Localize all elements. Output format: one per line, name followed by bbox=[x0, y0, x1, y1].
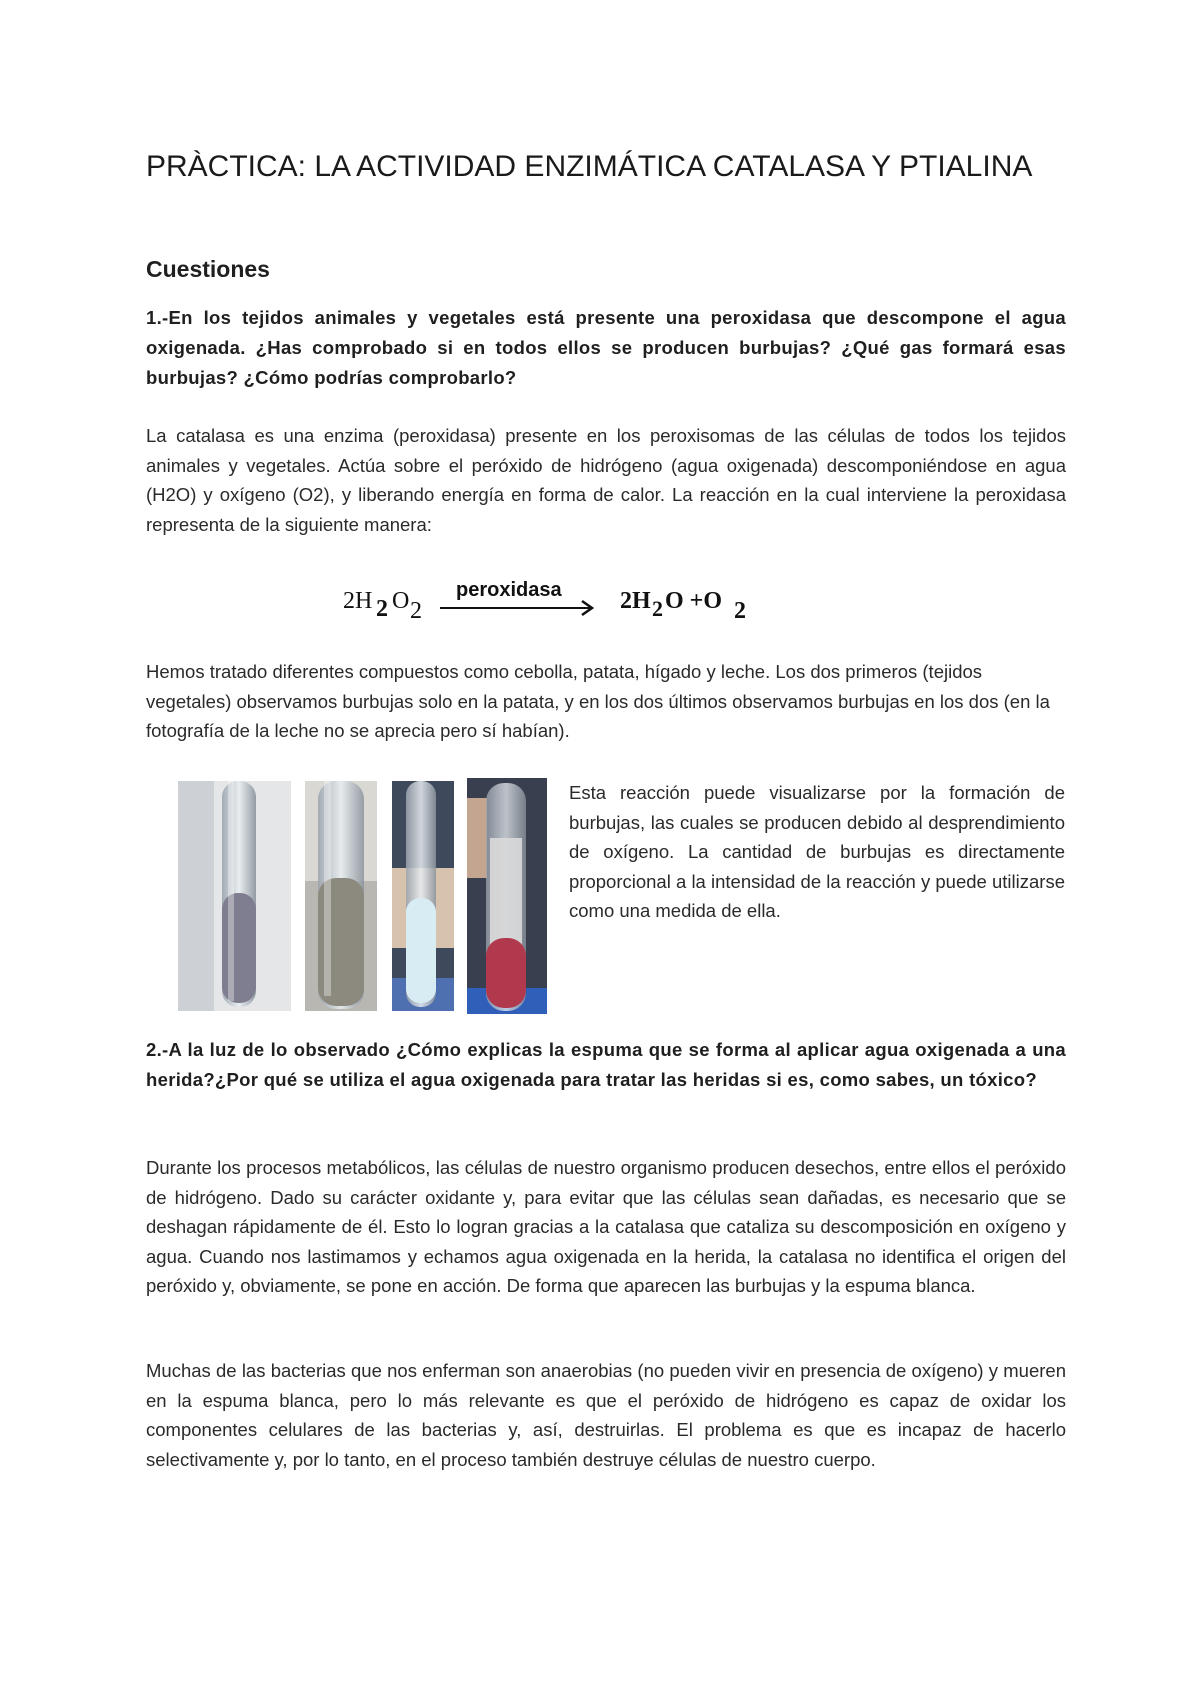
equation-product-coef: 2H bbox=[620, 588, 651, 614]
equation-reactant-sub2: 2 bbox=[410, 598, 422, 624]
question-1: 1.-En los tejidos animales y vegetales está presente una peroxidasa que descompone el agua oxigenada. ¿Has comprobado si en todos ellos se producen burbujas? ¿Qué gas formará esas burbujas? ¿Cómo podrías comprobarlo? bbox=[146, 307, 1066, 388]
answer-1-observations: Hemos tratado diferentes compuestos como cebolla, patata, hígado y leche. Los dos primeros (tejidos vegetales) observamos burbujas solo en la patata, y en los dos últimos observamos burbujas en los dos (en la fotografía de la leche no se aprecia pero sí habían). bbox=[146, 661, 1050, 741]
answer-1-paragraph: La catalasa es una enzima (peroxidasa) presente en los peroxisomas de las células de todos los tejidos animales y vegetales. Actúa sobre el peróxido de hidrógeno (agua oxigenada) descomponiéndose en agua (H2O) y oxígeno (O2), y liberando energía en forma de calor. La reacción en la cual interviene la peroxidasa representa de la siguiente manera: bbox=[146, 425, 1066, 535]
photo-milk-tube bbox=[392, 781, 454, 1011]
photo-onion-tube bbox=[178, 781, 291, 1011]
section-heading-cuestiones: Cuestiones bbox=[146, 256, 270, 282]
reaction-equation bbox=[340, 570, 760, 630]
document-title: PRÀCTICA: LA ACTIVIDAD ENZIMÁTICA CATALASA Y PTIALINA bbox=[146, 150, 1033, 183]
equation-reactant-o: O bbox=[392, 588, 410, 614]
equation-product-sub1: 2 bbox=[652, 596, 663, 621]
equation-reactant-sub1: 2 bbox=[376, 596, 388, 622]
equation-reactant-coef: 2H bbox=[343, 588, 373, 614]
test-tube-photos bbox=[178, 778, 554, 1014]
photo-liver-tube bbox=[467, 778, 547, 1014]
equation-arrow-label: peroxidasa bbox=[456, 579, 562, 601]
bubbles-explanation: Esta reacción puede visualizarse por la formación de burbujas, las cuales se producen debido al desprendimiento de oxígeno. La cantidad de burbujas es directamente proporcional a la intensidad de la reacción y puede utilizarse como una medida de ella. bbox=[569, 782, 1065, 921]
photo-potato-tube bbox=[305, 781, 377, 1011]
answer-2-paragraph-1: Durante los procesos metabólicos, las células de nuestro organismo producen desechos, entre ellos el peróxido de hidrógeno. Dado su carácter oxidante y, para evitar que las células sean dañadas, es necesario que se deshagan rápidamente de él. Esto lo logran gracias a la catalasa que cataliza su descomposición en oxígeno y agua. Cuando nos lastimamos y echamos agua oxigenada en la herida, la catalasa no identifica el origen del peróxido y, obviamente, se pone en acción. De forma que aparecen las burbujas y la espuma blanca. bbox=[146, 1157, 1066, 1296]
equation-product-sub2: 2 bbox=[734, 598, 746, 624]
answer-2-paragraph-2: Muchas de las bacterias que nos enferman son anaerobias (no pueden vivir en presencia de oxígeno) y mueren en la espuma blanca, pero lo más relevante es que el peróxido de hidrógeno es capaz de oxidar los componentes celulares de las bacterias y, así, destruirlas. El problema es que es incapaz de hacerlo selectivamente y, por lo tanto, en el proceso también destruye células de nuestro cuerpo. bbox=[146, 1360, 1066, 1470]
equation-product-o: O +O bbox=[665, 588, 723, 614]
question-2: 2.-A la luz de lo observado ¿Cómo explicas la espuma que se forma al aplicar agua oxigenada a una herida?¿Por qué se utiliza el agua oxigenada para tratar las heridas si es, como sabes, un tóxico? bbox=[146, 1039, 1066, 1090]
